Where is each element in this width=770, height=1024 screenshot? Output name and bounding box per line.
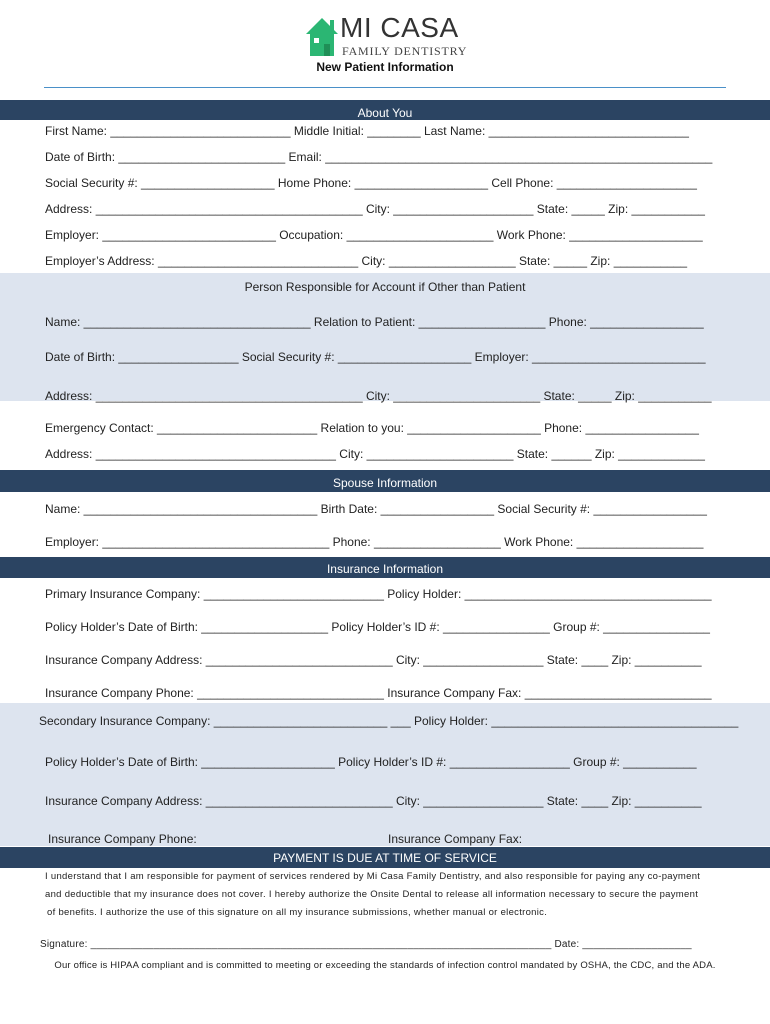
row-name[interactable]: First Name: ___________________________ Middle Initial: ________ Last Name: ______________________________: [45, 124, 689, 138]
page-title: New Patient Information: [316, 60, 454, 74]
row-secondary-fax-label[interactable]: Insurance Company Fax:: [388, 832, 523, 846]
row-secondary-holder-dob[interactable]: Policy Holder’s Date of Birth: ____________________ Policy Holder’s ID #: __________________ Group #: ___________: [45, 755, 697, 769]
row-secondary-phone-label[interactable]: Insurance Company Phone:: [48, 832, 197, 846]
row-ssn-phones[interactable]: Social Security #: ____________________ Home Phone: ____________________ Cell Phone: _____________________: [45, 176, 697, 190]
logo-subtitle: FAMILY DENTISTRY: [342, 44, 468, 58]
section-header-about: About You: [0, 100, 770, 120]
payment-text-line-2: and deductible that my insurance does not cover. I hereby authorize the Onsite Dental to release all information necessary to secure the payment: [45, 889, 699, 900]
signature-line[interactable]: Signature: ________________________________________________________________________________ Date: ___________________: [40, 939, 692, 950]
row-spouse-name[interactable]: Name: ___________________________________ Birth Date: _________________ Social Security #: _________________: [45, 502, 707, 516]
row-primary-insurance[interactable]: Primary Insurance Company: ___________________________ Policy Holder: _____________________________________: [45, 587, 712, 601]
row-secondary-insurance-address[interactable]: Insurance Company Address: ____________________________ City: __________________ State: ____ Zip: __________: [45, 794, 702, 808]
row-responsible-name[interactable]: Name: __________________________________ Relation to Patient: ___________________ Phone: _________________: [45, 315, 704, 329]
row-primary-insurance-phone[interactable]: Insurance Company Phone: ____________________________ Insurance Company Fax: ____________________________: [45, 686, 712, 700]
row-address[interactable]: Address: ________________________________________ City: _____________________ State: _____ Zip: ___________: [45, 202, 705, 216]
row-dob-email[interactable]: Date of Birth: _________________________ Email: __________________________________________________________: [45, 150, 713, 164]
row-responsible-address[interactable]: Address: ________________________________________ City: ______________________ State: _____ Zip: ___________: [45, 389, 712, 403]
row-spouse-employer[interactable]: Employer: __________________________________ Phone: ___________________ Work Phone: ___________________: [45, 535, 704, 549]
row-responsible-dob[interactable]: Date of Birth: __________________ Social Security #: ____________________ Employer: __________________________: [45, 350, 706, 364]
section-header-insurance: Insurance Information: [0, 557, 770, 578]
row-secondary-insurance[interactable]: Secondary Insurance Company: __________________________ ___ Policy Holder: _____________________________________: [39, 714, 739, 728]
row-employer[interactable]: Employer: __________________________ Occupation: ______________________ Work Phone: ____________________: [45, 228, 703, 242]
row-emergency-contact[interactable]: Emergency Contact: ________________________ Relation to you: ____________________ Phone: _________________: [45, 421, 699, 435]
hipaa-footer: Our office is HIPAA compliant and is committed to meeting or exceeding the standards of infection control mandated by OSHA, the CDC, and the ADA.: [54, 960, 716, 971]
logo-name: MI CASA: [340, 12, 459, 43]
section-header-responsible: Person Responsible for Account if Other than Patient: [244, 280, 526, 294]
row-employer-address[interactable]: Employer’s Address: ______________________________ City: ___________________ State: _____ Zip: ___________: [45, 254, 688, 268]
section-header-spouse: Spouse Information: [0, 470, 770, 492]
payment-text-line-3: of benefits. I authorize the use of this signature on all my insurance submissions, whether manual or electronic.: [47, 907, 548, 918]
payment-agreement-text: [45, 868, 735, 922]
row-primary-holder-dob[interactable]: Policy Holder’s Date of Birth: ___________________ Policy Holder’s ID #: ________________ Group #: ________________: [45, 620, 710, 634]
section-header-payment: PAYMENT IS DUE AT TIME OF SERVICE: [0, 847, 770, 868]
house-logo-icon: [304, 16, 340, 58]
row-primary-insurance-address[interactable]: Insurance Company Address: ____________________________ City: __________________ State: ____ Zip: __________: [45, 653, 702, 667]
row-emergency-address[interactable]: Address: ____________________________________ City: ______________________ State: ______ Zip: _____________: [45, 447, 705, 461]
header-divider: [44, 87, 726, 88]
payment-text-line-1: I understand that I am responsible for payment of services rendered by Mi Casa Family Dentistry, and also responsible for paying any co-payment: [45, 871, 701, 882]
